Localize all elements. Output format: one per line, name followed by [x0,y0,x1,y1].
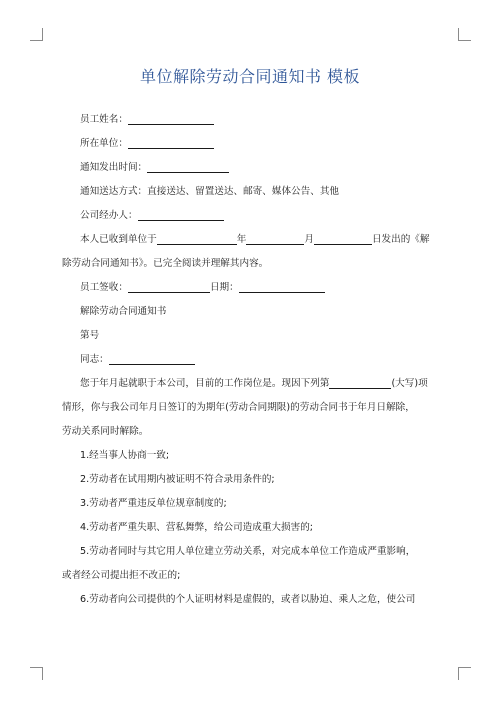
list-item-6-line-1: 6.劳动者向公司提供的个人证明材料是虚假的，或者以胁迫、乘人之危，使公司 [80,594,416,605]
receipt-day-blank[interactable] [314,230,372,245]
list-item-2: 2.劳动者在试用期内被证明不符合录用条件的; [80,474,275,485]
paragraph-1-line-1 [62,372,442,396]
receipt-line-1 [62,228,442,252]
employee-sign-line [62,276,442,300]
department-label: 所在单位： [80,138,128,149]
company-agent-line [62,204,442,228]
delivery-method-line: 通知送达方式：直接送达、留置送达、邮寄、媒体公告、其他 [80,186,340,197]
paragraph-1-text-b: (大写)项 [391,378,428,389]
department-line [62,132,442,156]
page-corner-mark-bottom-left [30,667,43,680]
department-blank[interactable] [128,134,214,149]
notice-title-line: 解除劳动合同通知书 [80,306,167,317]
notice-time-blank[interactable] [147,158,229,173]
list-item-5-line-1: 5.劳动者同时与其它用人单位建立劳动关系，对完成本单位工作造成严重影响， [80,546,416,557]
page-corner-mark-bottom-right [458,667,471,680]
list-item-3: 3.劳动者严重违反单位规章制度的; [80,498,227,509]
employee-name-blank[interactable] [128,110,214,125]
document-title: 单位解除劳动合同通知书 模板 [139,67,361,86]
employee-sign-blank[interactable] [128,278,210,293]
item-number-blank[interactable] [329,374,391,389]
page-corner-mark-top-left [30,28,43,41]
comrade-label: 同志： [80,354,109,365]
paragraph-1-line-3: 劳动关系同时解除。 [62,426,149,437]
employee-name-line [62,108,442,132]
company-agent-blank[interactable] [138,206,224,221]
date-label: 日期： [209,282,239,293]
receipt-text-a: 本人已收到单位于 [80,234,157,245]
date-blank[interactable] [239,278,325,293]
receipt-month-label: 月 [304,234,314,245]
list-item-5-line-2: 或者经公司提出拒不改正的; [62,570,181,581]
paragraph-1-text-a: 您于年月起就职于本公司，目前的工作岗位是。现因下列第 [80,378,330,389]
receipt-year-label: 年 [236,234,247,245]
page-corner-mark-top-right [458,28,471,41]
document-body [62,108,442,612]
receipt-text-b: 日发出的《解 [371,234,430,245]
comrade-line [62,348,442,372]
notice-time-label: 通知发出时间： [80,162,148,173]
receipt-month-blank[interactable] [246,230,304,245]
list-item-1: 1.经当事人协商一致; [80,450,170,461]
notice-time-line [62,156,442,180]
employee-sign-label: 员工签收： [80,282,128,293]
receipt-year-blank[interactable] [157,230,237,245]
number-line: 第号 [80,330,100,341]
comrade-name-blank[interactable] [109,350,195,365]
list-item-4: 4.劳动者严重失职、营私舞弊，给公司造成重大损害的; [80,522,314,533]
paragraph-1-line-2: 情形，你与我公司年月日签订的为期年(劳动合同期限)的劳动合同书于年月日解除， [62,402,415,413]
receipt-line-2: 除劳动合同通知书》。已完全阅读并理解其内容。 [62,258,269,269]
employee-name-label: 员工姓名： [80,114,128,125]
company-agent-label: 公司经办人： [80,210,138,221]
